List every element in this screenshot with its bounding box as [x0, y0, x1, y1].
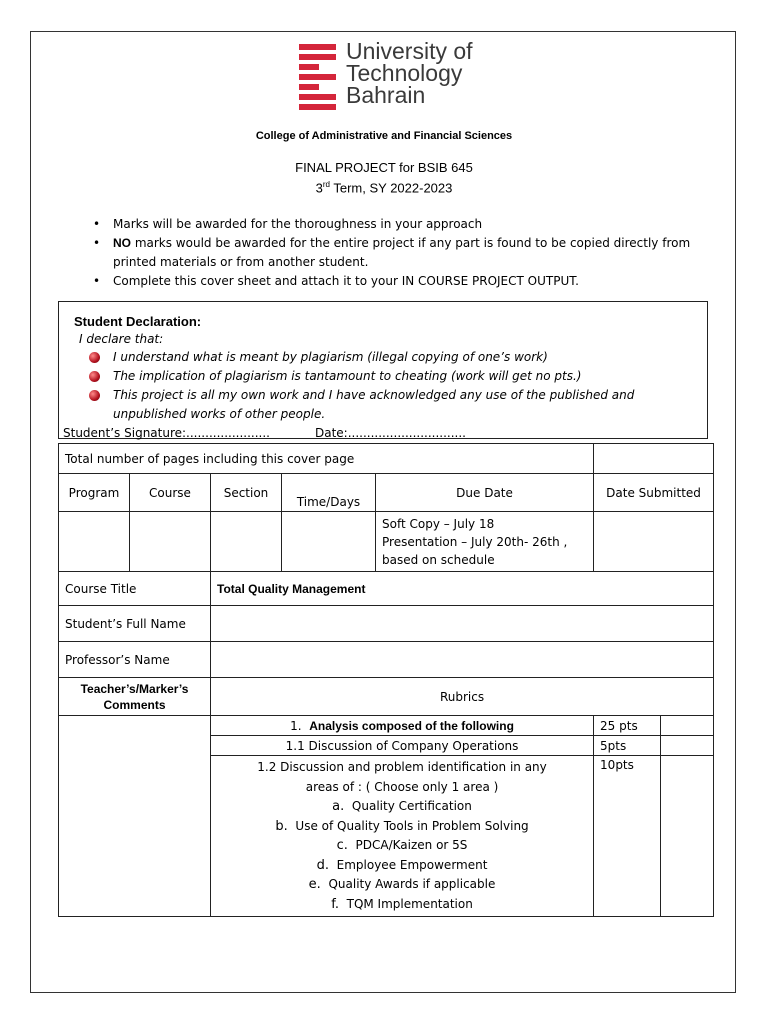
total-pages-label: Total number of pages including this cover page: [59, 444, 594, 474]
professor-name-label: Professor’s Name: [59, 642, 211, 678]
table-row: [59, 474, 714, 512]
due-date-value: Soft Copy – July 18 Presentation – July 20th- 26th , based on schedule: [376, 512, 594, 572]
date-submitted-field[interactable]: [594, 512, 714, 572]
logo-bars-icon: [299, 44, 336, 110]
time-days-field[interactable]: [282, 512, 376, 572]
table-row: [59, 572, 714, 606]
declaration-intro: I declare that:: [79, 332, 164, 346]
table-row: [59, 642, 714, 678]
table-row: [59, 678, 714, 716]
rubric-1-1-points: 5pts: [594, 736, 661, 756]
professor-name-field[interactable]: [211, 642, 714, 678]
option-item: e. Quality Awards if applicable: [308, 877, 496, 892]
declaration-list: [89, 348, 689, 424]
comments-field[interactable]: [59, 716, 211, 917]
header-course: Course: [130, 474, 211, 512]
course-field[interactable]: [130, 512, 211, 572]
header-time-days: Time/Days: [282, 474, 376, 512]
option-item: a. Quality Certification: [332, 799, 472, 814]
header-date-submitted: Date Submitted: [594, 474, 714, 512]
table-row: [59, 444, 714, 474]
rubric-1-score-field[interactable]: [661, 716, 714, 736]
logo-line-2: Technology: [346, 60, 463, 86]
student-declaration-box: [58, 301, 708, 439]
declaration-item: I understand what is meant by plagiarism (illegal copying of one’s work): [89, 348, 689, 367]
bullet-icon: [89, 371, 100, 382]
rubric-1-2-score-field[interactable]: [661, 756, 714, 917]
university-logo: [299, 38, 499, 110]
course-title-label: Course Title: [59, 572, 211, 606]
declaration-heading: Student Declaration:: [74, 314, 202, 329]
instruction-item: • Marks will be awarded for the thoroughness in your approach: [93, 215, 693, 234]
section-field[interactable]: [211, 512, 282, 572]
rubric-1-2: 1.2 Discussion and problem identification in any areas of : ( Choose only 1 area ) a. Quality Certification b. Use of Quality Tools in Problem Solving c. PDCA/Kaizen or 5S d. Employee Empowerment e. Quality Awards if applicable f. TQM Implementation: [211, 756, 594, 917]
bullet-icon: [89, 390, 100, 401]
option-item: d. Employee Empowerment: [316, 857, 488, 873]
logo-line-3: Bahrain: [346, 82, 426, 108]
student-name-field[interactable]: [211, 606, 714, 642]
logo-line-1: University of: [346, 38, 473, 64]
rubric-1-1: 1.1 Discussion of Company Operations: [211, 736, 594, 756]
bullet-icon: [89, 352, 100, 363]
date-field[interactable]: Date:...............................: [315, 426, 466, 440]
total-pages-field[interactable]: [594, 444, 714, 474]
instruction-item: • NO marks would be awarded for the entire project if any part is found to be copied directly from printed materials or from another student.: [93, 234, 693, 272]
college-name: College of Administrative and Financial Sciences: [255, 130, 513, 142]
project-term: 3rd Term, SY 2022-2023: [315, 180, 453, 196]
comments-header: Teacher’s/Marker’s Comments: [59, 678, 211, 716]
rubrics-header: Rubrics: [211, 678, 714, 716]
rubric-1-1-score-field[interactable]: [661, 736, 714, 756]
student-name-label: Student’s Full Name: [59, 606, 211, 642]
rubric-1-2-points: 10pts: [594, 756, 661, 917]
header-due-date: Due Date: [376, 474, 594, 512]
cover-sheet-table: [58, 443, 714, 917]
project-title-block: [0, 159, 768, 196]
logo-text: [346, 40, 473, 106]
course-title-value: Total Quality Management: [211, 572, 714, 606]
option-item: b. Use of Quality Tools in Problem Solving: [275, 818, 529, 834]
rubric-1-points: 25 pts: [594, 716, 661, 736]
rubric-1: 1. Analysis composed of the following: [211, 716, 594, 736]
instruction-item: • Complete this cover sheet and attach it to your IN COURSE PROJECT OUTPUT.: [93, 272, 693, 291]
table-row: [59, 512, 714, 572]
option-item: f. TQM Implementation: [331, 896, 473, 912]
declaration-item: The implication of plagiarism is tantamount to cheating (work will get no pts.): [89, 367, 689, 386]
instructions-list: [93, 215, 693, 291]
table-row: [59, 606, 714, 642]
program-field[interactable]: [59, 512, 130, 572]
signature-field[interactable]: Student’s Signature:......................: [63, 426, 270, 440]
header-section: Section: [211, 474, 282, 512]
declaration-item: This project is all my own work and I have acknowledged any use of the published and unpublished works of other people.: [89, 386, 689, 424]
option-item: c. PDCA/Kaizen or 5S: [336, 838, 468, 853]
project-title: FINAL PROJECT for BSIB 645: [295, 160, 473, 175]
table-row: [59, 716, 714, 736]
header-program: Program: [59, 474, 130, 512]
